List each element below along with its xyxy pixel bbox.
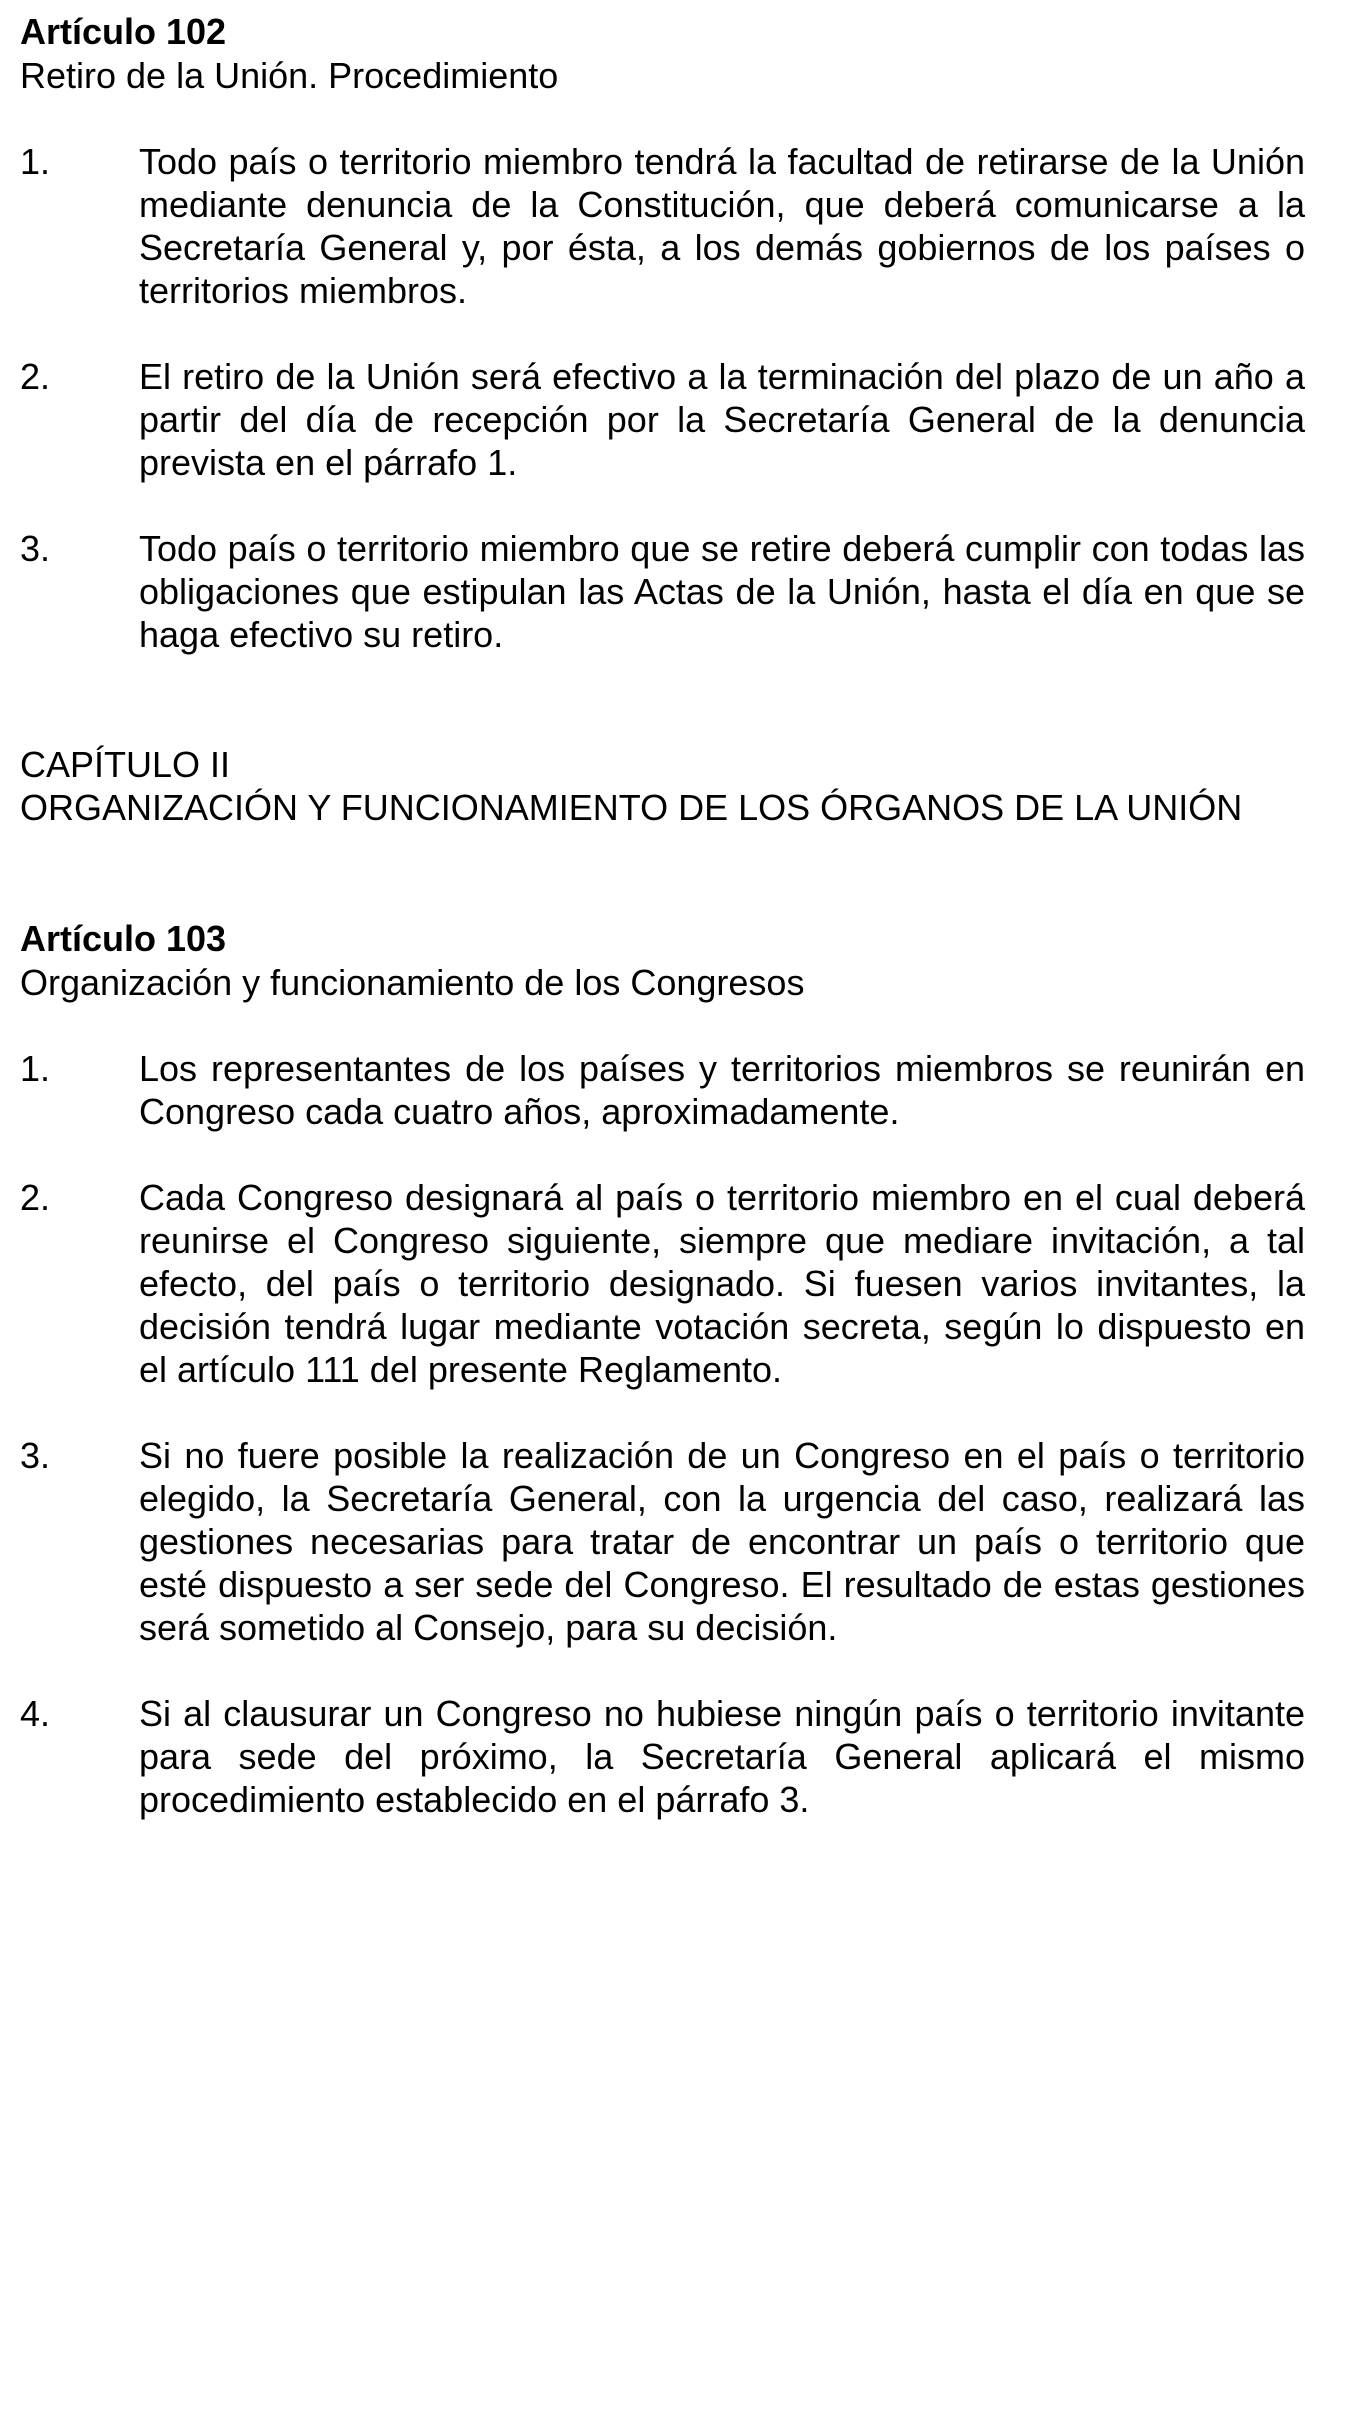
paragraph: [20, 527, 1305, 656]
chapter-title: ORGANIZACIÓN Y FUNCIONAMIENTO DE LOS ÓRGANOS DE LA UNIÓN: [20, 787, 1243, 828]
paragraph-text: Todo país o territorio miembro que se retire deberá cumplir con todas las obligaciones que estipulan las Actas de la Unión, hasta el día en que se haga efectivo su retiro.: [139, 528, 1305, 655]
paragraph-number: 1.: [20, 141, 51, 182]
paragraph-text: Si al clausurar un Congreso no hubiese ningún país o territorio invitante para sede del próximo, la Secretaría General aplicará el mismo procedimiento establecido en el párrafo 3.: [139, 1693, 1305, 1820]
article-subtitle: Organización y funcionamiento de los Congresos: [20, 962, 805, 1003]
article-102: [20, 10, 1305, 656]
paragraph-number: 4.: [20, 1693, 51, 1734]
paragraph: [20, 1434, 1305, 1649]
paragraph: [20, 1176, 1305, 1391]
chapter-heading: [20, 743, 1305, 829]
paragraph-text: Si no fuere posible la realización de un Congreso en el país o territorio elegido, la Secretaría General, con la urgencia del caso, realizará las gestiones necesarias para tratar de encontrar un país o territorio que esté dispuesto a ser sede del Congreso. El resultado de estas gestiones será sometido al Consejo, para su decisión.: [139, 1435, 1305, 1648]
paragraph-number: 2.: [20, 356, 51, 397]
paragraph: [20, 140, 1305, 312]
paragraph-number: 3.: [20, 1435, 51, 1476]
article-subtitle: Retiro de la Unión. Procedimiento: [20, 55, 559, 96]
paragraph-number: 3.: [20, 528, 51, 569]
document-page: [20, 10, 1305, 1864]
paragraph-text: Los representantes de los países y territorios miembros se reunirán en Congreso cada cuatro años, aproximadamente.: [139, 1048, 1305, 1132]
article-103: [20, 917, 1305, 1821]
paragraph: [20, 355, 1305, 484]
chapter-label: CAPÍTULO II: [20, 744, 231, 785]
paragraph-number: 1.: [20, 1048, 51, 1089]
paragraph-text: Cada Congreso designará al país o territorio miembro en el cual deberá reunirse el Congreso siguiente, siempre que mediare invitación, a tal efecto, del país o territorio designado. Si fuesen varios invitantes, la decisión tendrá lugar mediante votación secreta, según lo dispuesto en el artículo 111 del presente Reglamento.: [139, 1177, 1305, 1390]
paragraph: [20, 1047, 1305, 1133]
paragraph-number: 2.: [20, 1177, 51, 1218]
paragraph-text: El retiro de la Unión será efectivo a la terminación del plazo de un año a partir del día de recepción por la Secretaría General de la denuncia prevista en el párrafo 1.: [139, 356, 1305, 483]
article-title: Artículo 102: [20, 11, 227, 52]
paragraph-text: Todo país o territorio miembro tendrá la facultad de retirarse de la Unión mediante denuncia de la Constitución, que deberá comunicarse a la Secretaría General y, por ésta, a los demás gobiernos de los países o territorios miembros.: [139, 141, 1305, 311]
paragraph: [20, 1692, 1305, 1821]
article-title: Artículo 103: [20, 918, 227, 959]
